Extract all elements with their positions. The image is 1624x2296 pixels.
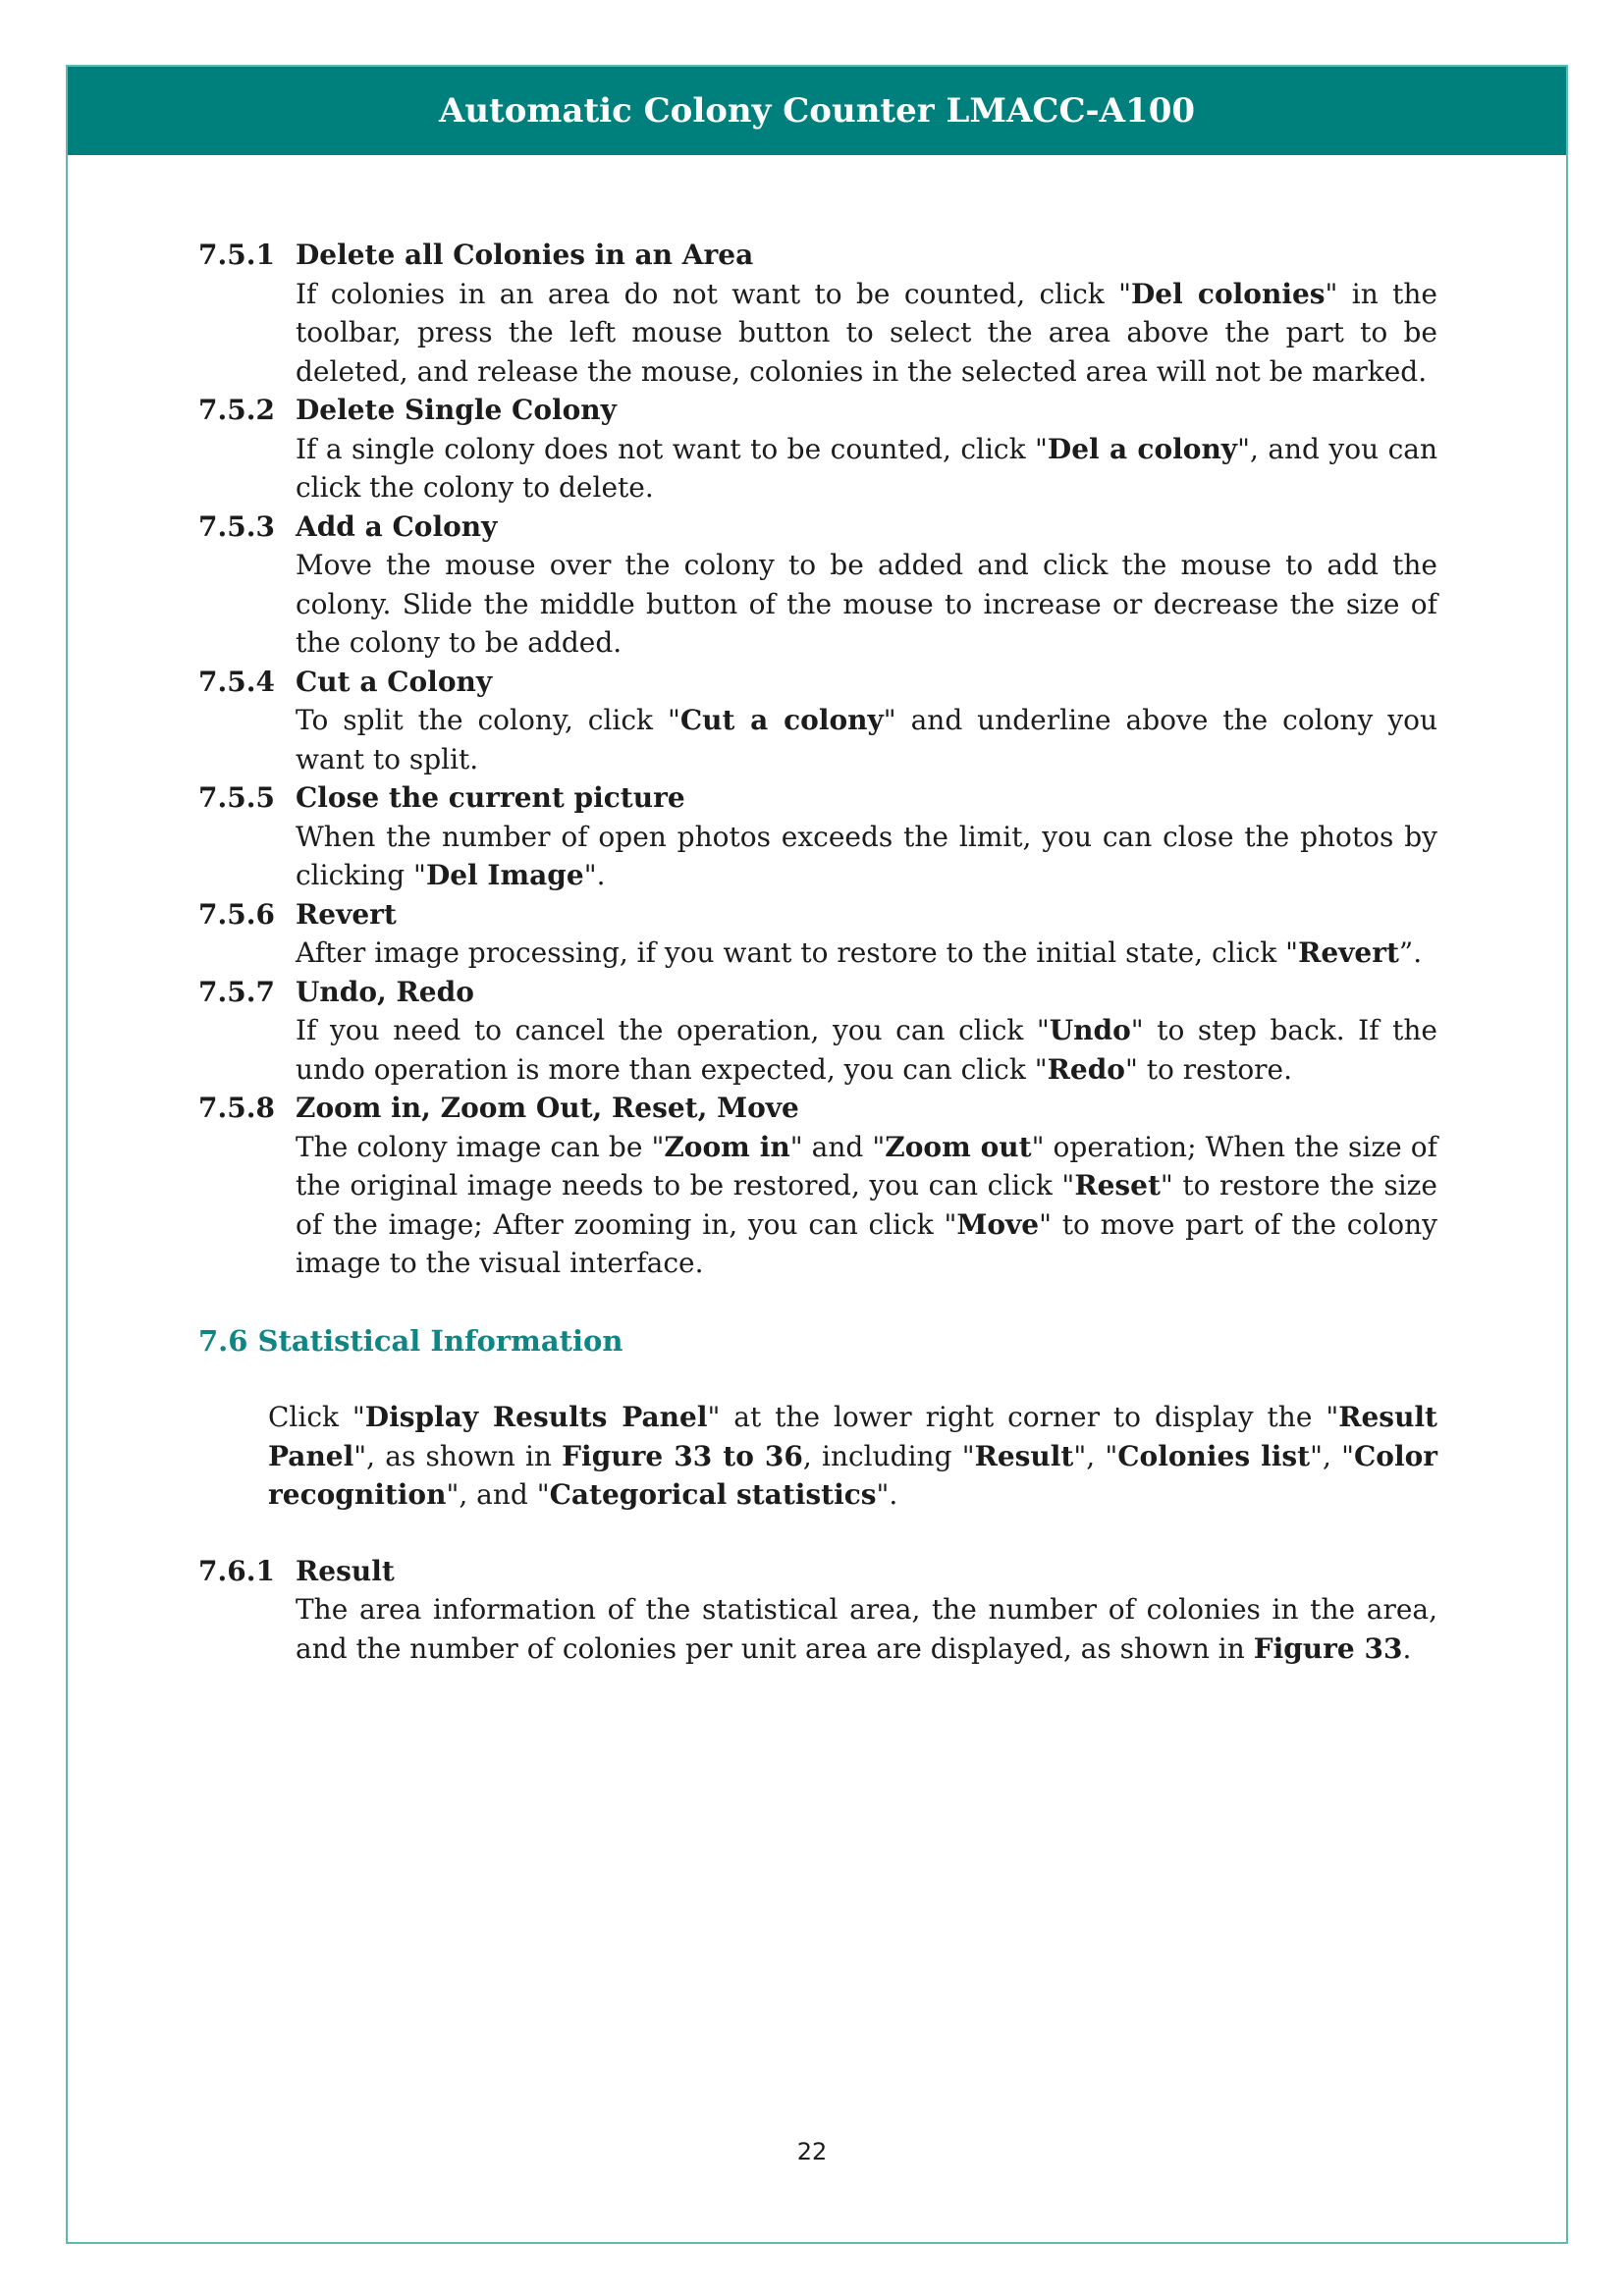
section-body: If you need to cancel the operation, you can click "Undo" to step back. If the undo operation is more than expected, you can click "Redo" to restore.: [296, 1014, 1437, 1086]
section-number: 7.5.2: [198, 394, 275, 426]
bold-term: Reset: [1074, 1169, 1161, 1201]
section-title: Cut a Colony: [296, 665, 493, 698]
section-heading: [198, 1089, 1437, 1128]
section-heading: [198, 895, 1437, 934]
section-body: The colony image can be "Zoom in" and "Zoom out" operation; When the size of the original image needs to be restored, you can click "Reset" to restore the size of the image; After zooming in, you can click "Move" to move part of the colony image to the visual interface.: [296, 1130, 1437, 1279]
section-body: If colonies in an area do not want to be counted, click "Del colonies" in the toolbar, press the left mouse button to select the area above the part to be deleted, and release the mouse, colonies in the selected area will not be marked.: [296, 277, 1437, 388]
section-title: Undo, Redo: [296, 975, 474, 1008]
section-number: 7.5.7: [198, 975, 275, 1008]
bold-term: Redo: [1047, 1052, 1125, 1086]
section-number: 7.5.8: [198, 1092, 275, 1124]
section-body: When the number of open photos exceeds the limit, you can close the photos by clicking "Del Image".: [296, 820, 1437, 891]
section-number: 7.5.1: [198, 239, 275, 271]
section-number: 7.5.5: [198, 781, 275, 814]
section-7-5-3: [198, 507, 1437, 663]
section-heading: [198, 507, 1437, 547]
section-7-5-2: [198, 391, 1437, 507]
section-title: Zoom in, Zoom Out, Reset, Move: [296, 1092, 799, 1124]
section-7-5-5: [198, 778, 1437, 895]
section-title: Add a Colony: [296, 509, 498, 543]
section-number: 7.5.4: [198, 665, 275, 698]
bold-term: Color recognition: [268, 1439, 1438, 1511]
bold-term: Revert: [1298, 936, 1399, 969]
section-7-5-6: [198, 895, 1437, 973]
bold-term: Undo: [1049, 1014, 1131, 1046]
bold-term: Display Results Panel: [364, 1401, 708, 1433]
section-heading: [198, 236, 1437, 275]
bold-term: Zoom in: [664, 1130, 790, 1163]
bold-term: Figure 33: [1253, 1631, 1403, 1665]
section-heading: [198, 973, 1437, 1012]
section-heading: [198, 663, 1437, 702]
bold-term: Del colonies: [1130, 277, 1326, 310]
section-title: Revert: [296, 897, 397, 931]
page-content: [198, 236, 1437, 1668]
document-header: [68, 67, 1566, 155]
bold-term: Categorical statistics: [549, 1478, 877, 1511]
section-7-6-paragraph: Click "Display Results Panel" at the lower right corner to display the "Result Panel", as shown in Figure 33 to 36, including "Result", "Colonies list", "Color recognition", and "Categorical statistics".: [268, 1401, 1438, 1511]
section-number: 7.6.1: [198, 1554, 275, 1587]
section-7-5-1: [198, 236, 1437, 391]
bold-term: Move: [956, 1207, 1040, 1241]
section-7-5-8: [198, 1089, 1437, 1283]
section-number: 7.5.6: [198, 897, 275, 931]
bold-term: Del Image: [425, 859, 584, 891]
section-7-6-1: [198, 1552, 1437, 1669]
section-body: After image processing, if you want to restore to the initial state, click "Revert”.: [296, 936, 1423, 969]
section-title: Close the current picture: [296, 781, 685, 814]
section-heading: [198, 778, 1437, 818]
document-title: Automatic Colony Counter LMACC-A100: [438, 91, 1196, 131]
page-number: 22: [796, 2138, 828, 2165]
section-number: 7.5.3: [198, 509, 275, 543]
bold-term: Zoom out: [885, 1130, 1032, 1163]
section-7-5-4: [198, 663, 1437, 779]
section-7-5-7: [198, 973, 1437, 1090]
bold-term: Figure 33 to 36: [562, 1439, 803, 1472]
section-title: Delete all Colonies in an Area: [296, 239, 754, 271]
section-title: Delete Single Colony: [296, 394, 617, 426]
section-heading: [198, 391, 1437, 430]
bold-term: Cut a colony: [679, 704, 884, 736]
bold-term: Result Panel: [268, 1401, 1437, 1472]
bold-term: Del a colony: [1047, 432, 1238, 465]
section-body: The area information of the statistical area, the number of colonies in the area, and the number of colonies per unit area are displayed, as shown in Figure 33.: [296, 1593, 1437, 1665]
section-body: If a single colony does not want to be counted, click "Del a colony", and you can click the colony to delete.: [296, 432, 1437, 504]
section-body: Move the mouse over the colony to be added and click the mouse to add the colony. Slide the middle button of the mouse to increase or decrease the size of the colony to be added.: [296, 549, 1437, 659]
section-title: Result: [296, 1554, 395, 1587]
section-heading: [198, 1552, 1437, 1591]
sections-7-5: [198, 236, 1437, 1283]
section-7-6-heading: 7.6 Statistical Information: [198, 1323, 623, 1358]
section-body: To split the colony, click "Cut a colony" and underline above the colony you want to split.: [296, 704, 1437, 775]
bold-term: Result: [974, 1439, 1074, 1472]
bold-term: Colonies list: [1117, 1439, 1311, 1472]
